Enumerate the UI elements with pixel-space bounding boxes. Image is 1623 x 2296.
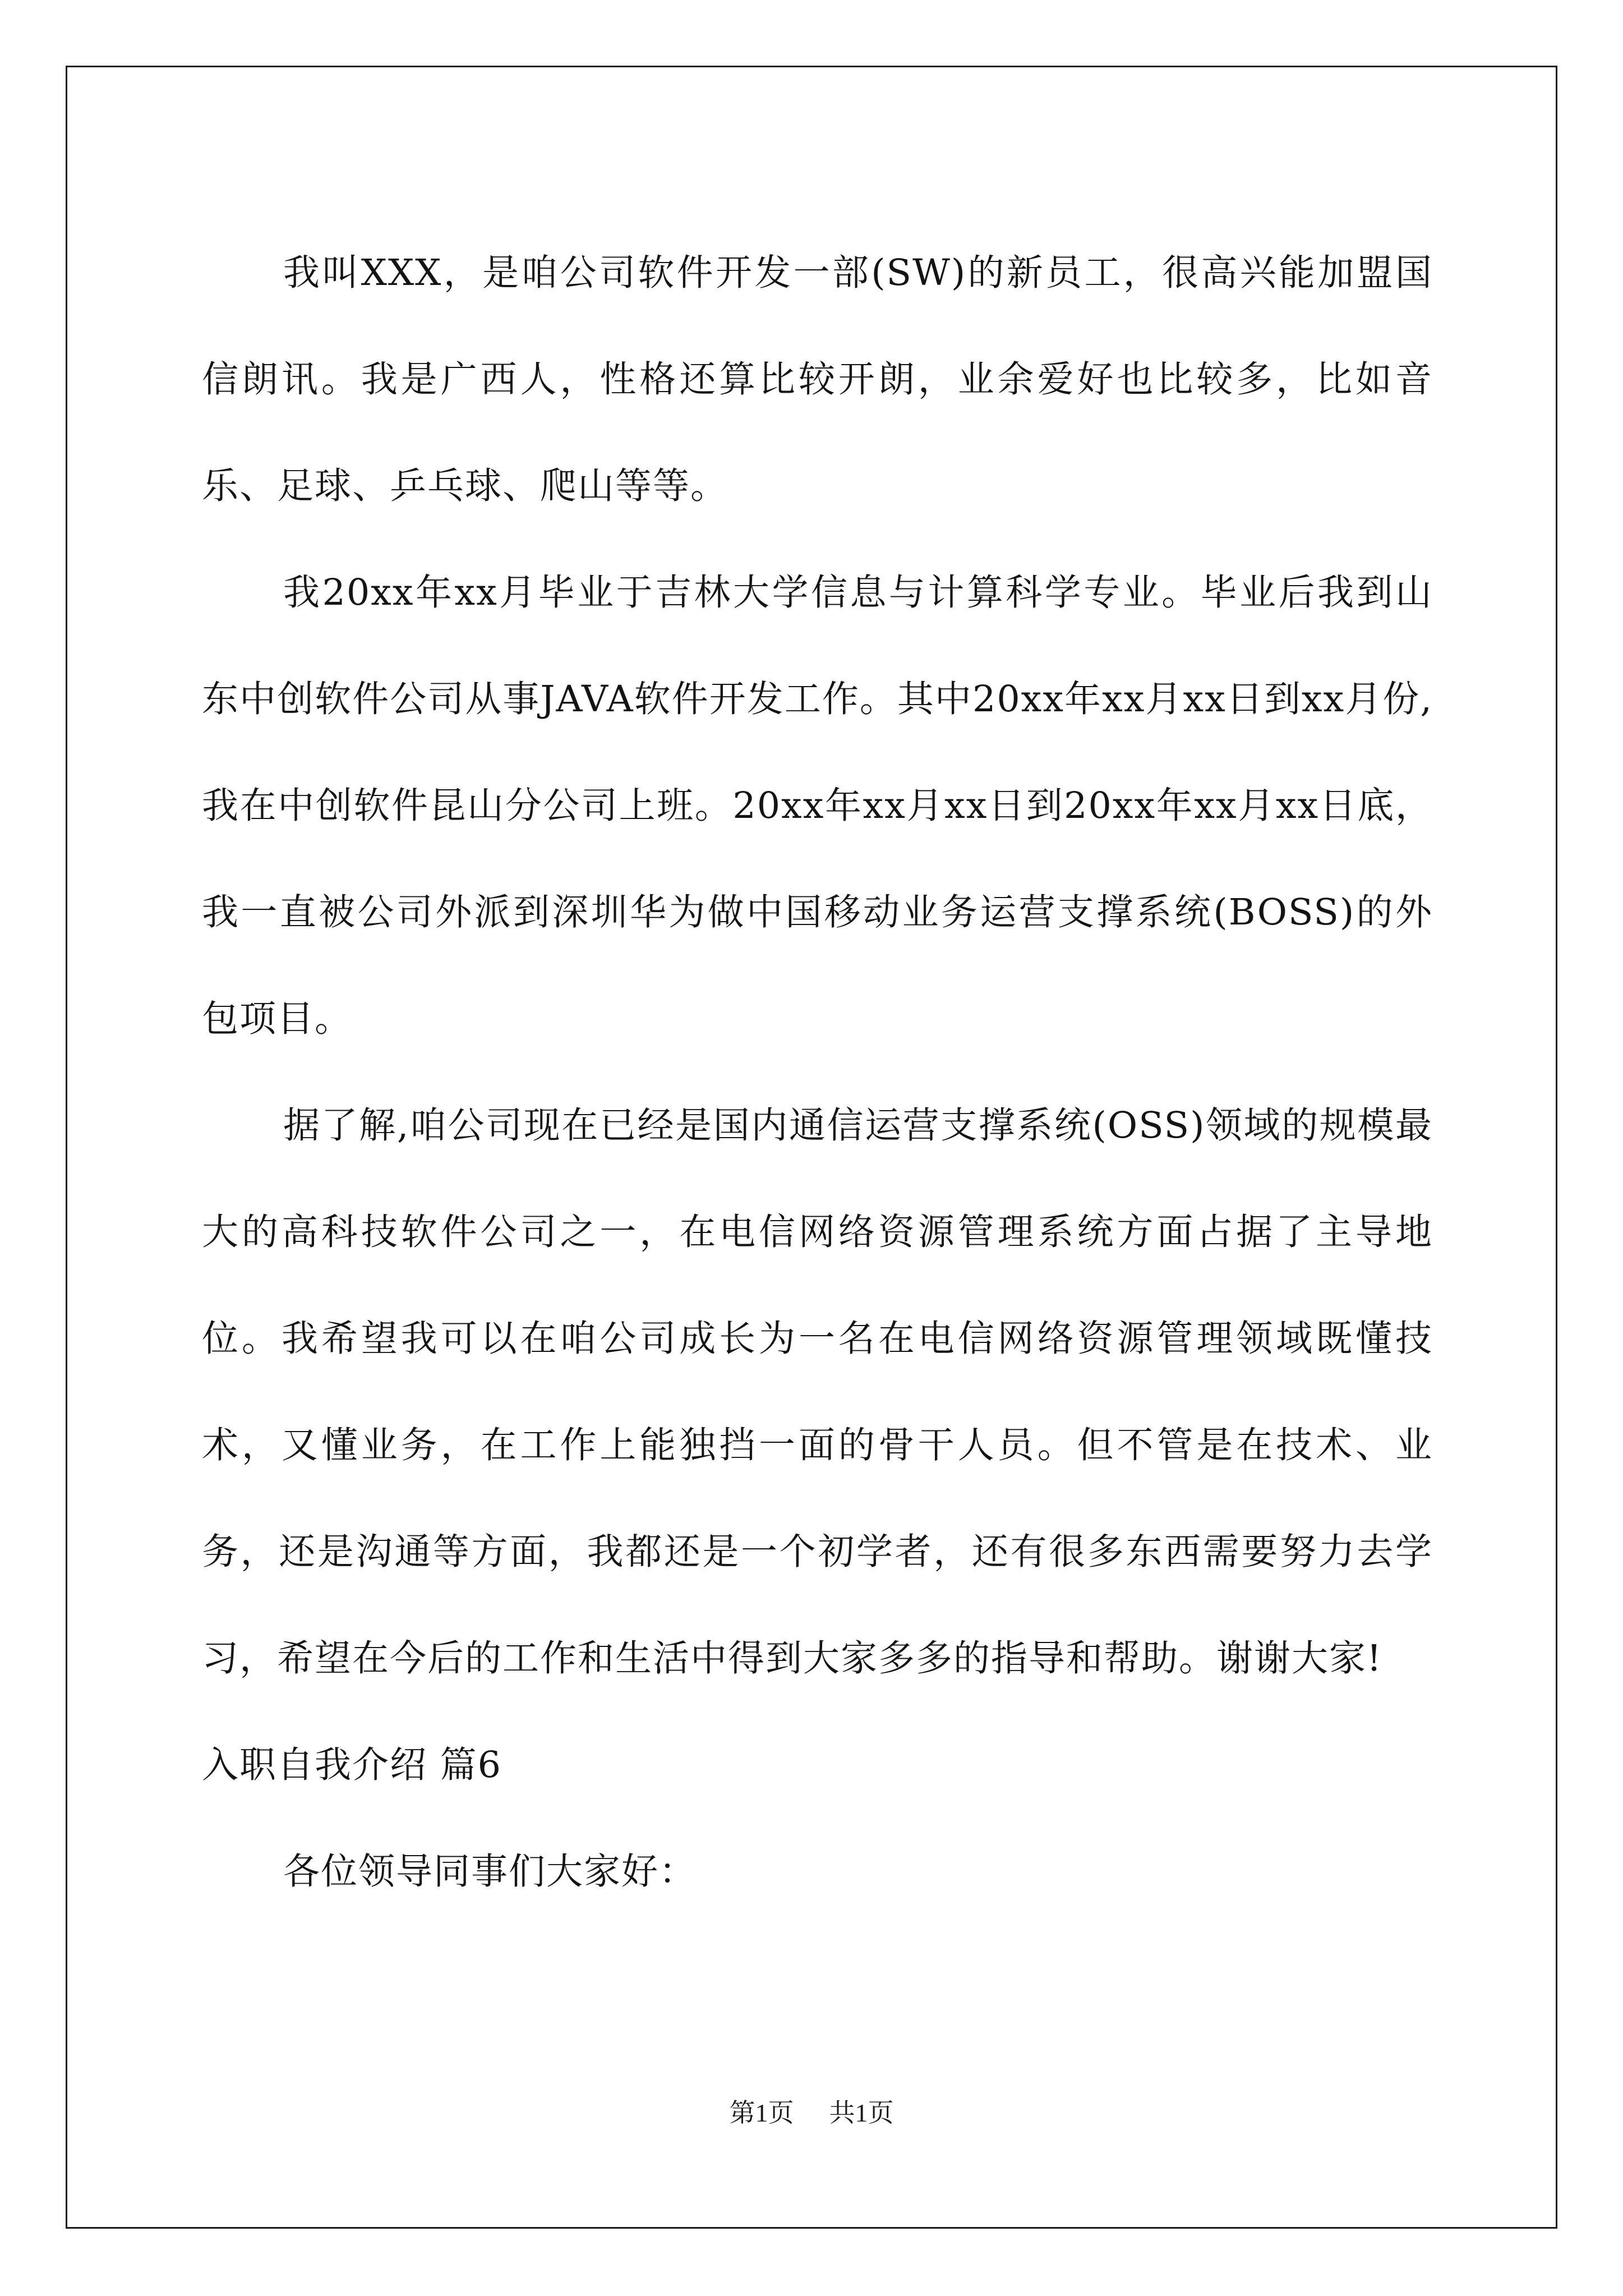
section-heading: 入职自我介绍 篇6 [202,1744,502,1786]
paragraph-intro: 我叫XXX，是咱公司软件开发一部(SW)的新员工，很高兴能加盟国信朗讯。我是广西人，性格还算比较开朗，业余爱好也比较多，比如音乐、足球、乒乓球、爬山等等。 [202,252,1433,507]
document-body [202,220,1433,1925]
page-total: 共1页 [829,2099,894,2127]
greeting-line: 各位领导同事们大家好： [283,1851,697,1893]
page-footer [0,2092,1623,2129]
paragraph-company: 据了解,咱公司现在已经是国内通信运营支撑系统(OSS)领域的规模最大的高科技软件公司之一，在电信网络资源管理系统方面占据了主导地位。我希望我可以在咱公司成长为一名在电信网络资源管理领域既懂技术，又懂业务，在工作上能独挡一面的骨干人员。但不管是在技术、业务，还是沟通等方面，我都还是一个初学者，还有很多东西需要努力去学习，希望在今后的工作和生活中得到大家多多的指导和帮助。谢谢大家! [202,1105,1433,1680]
paragraph-education: 我20xx年xx月毕业于吉林大学信息与计算科学专业。毕业后我到山东中创软件公司从事JAVA软件开发工作。其中20xx年xx月xx日到xx月份,我在中创软件昆山分公司上班。20xx年xx月xx日到20xx年xx月xx日底，我一直被公司外派到深圳华为做中国移动业务运营支撑系统(BOSS)的外包项目。 [202,572,1433,1040]
page-number: 第1页 [729,2099,794,2127]
